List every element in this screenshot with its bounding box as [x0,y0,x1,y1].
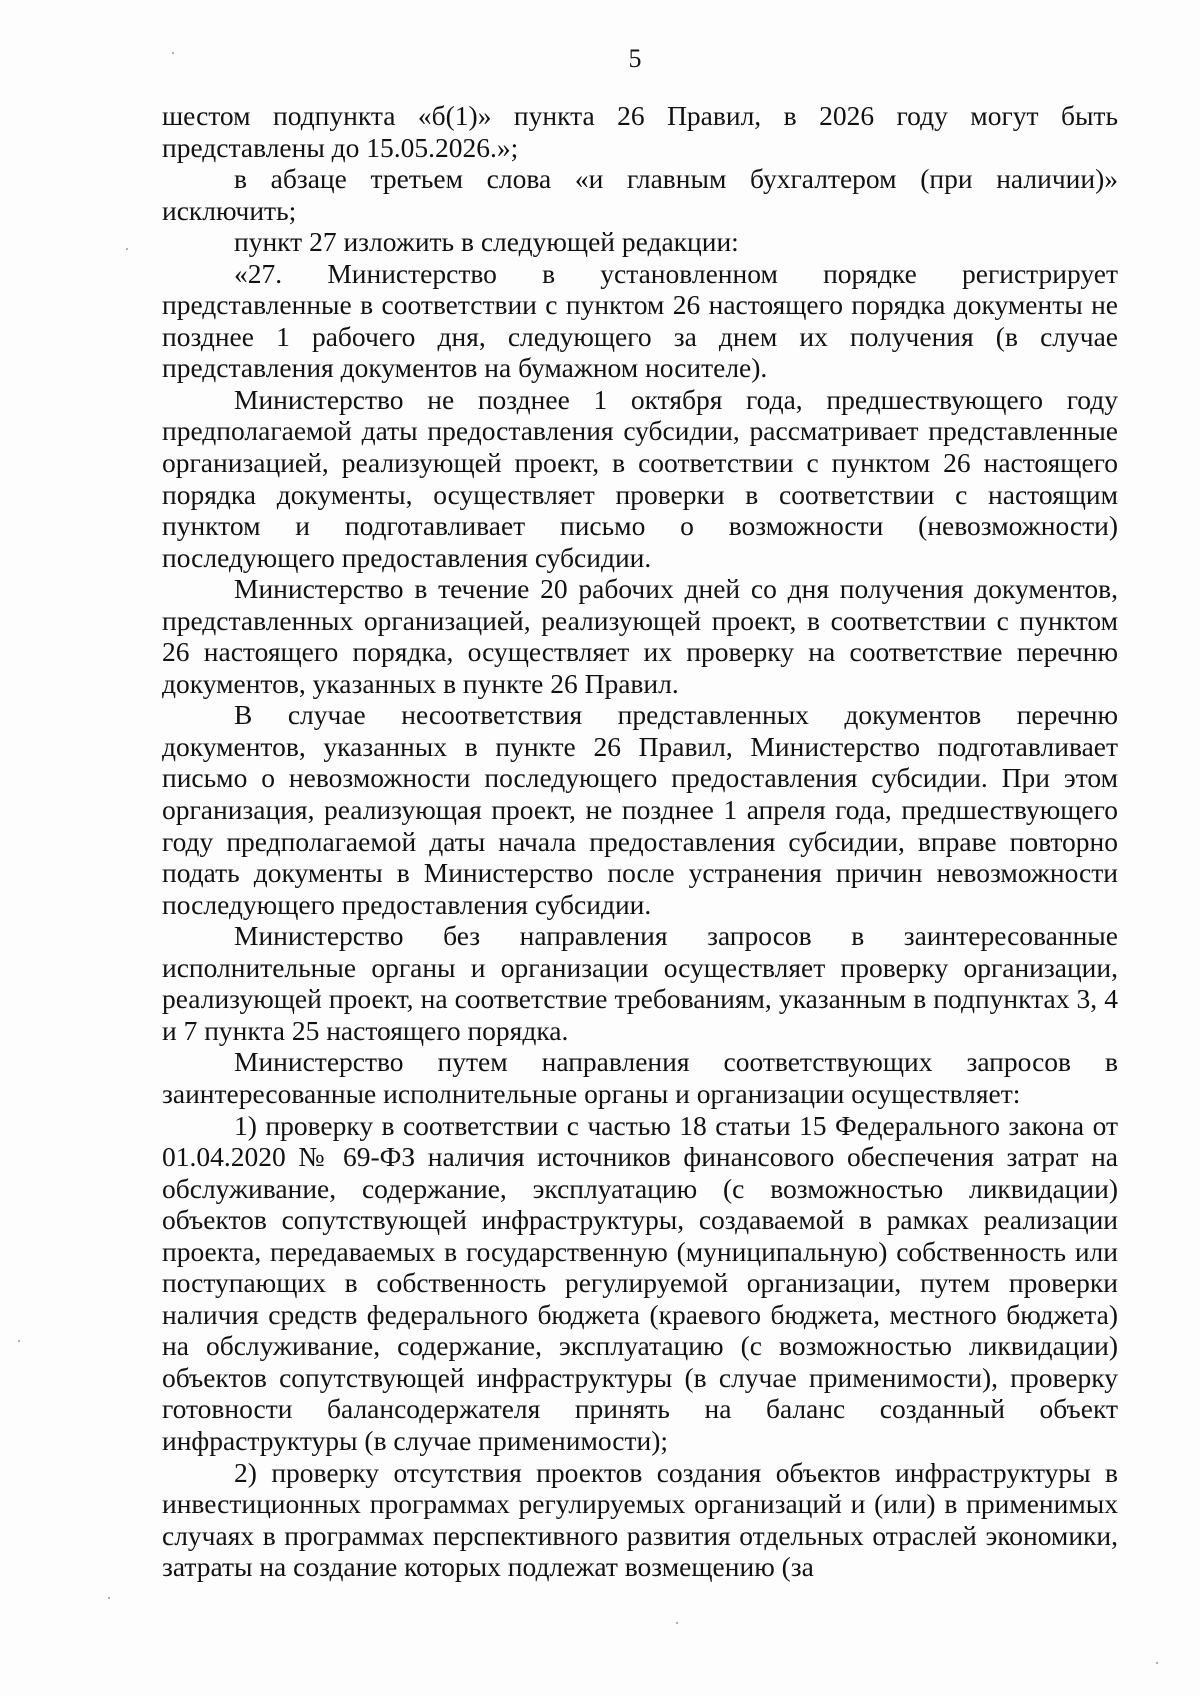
paragraph-requirements-check: Министерство без направления запросов в заинтересованные исполнительные органы и организации осуществляет проверку организации, реализующей проект, на соответствие требованиям, указанным в подпунктах 3, 4 и 7 пункта 25 настоящего порядка. [162,920,1118,1046]
paragraph-continuation: шестом подпункта «б(1)» пункта 26 Правил, в 2026 году могут быть представлены до 15.05.2026.»; [162,100,1118,163]
paragraph-requests: Министерство путем направления соответствующих запросов в заинтересованные исполнительные органы и организации осуществляет: [162,1046,1118,1109]
scan-speck [18,1340,20,1342]
list-item-2: 2) проверку отсутствия проектов создания объектов инфраструктуры в инвестиционных программах регулируемых организаций и (или) в применимых случаях в программах перспективного развития отдельных отраслей экономики, затраты на создание которых подлежат возмещению (за [162,1456,1118,1583]
scan-speck [1156,1662,1158,1664]
paragraph-review-deadline: Министерство не позднее 1 октября года, предшествующего году предполагаемой даты предоставления субсидии, рассматривает представленные организацией, реализующей проект, в соответствии с пунктом 26 настоящего порядка документы, осуществляет проверки в соответствии с настоящим пунктом и подготавливает письмо о возможности (невозможности) последующего предоставления субсидии. [162,383,1118,573]
scan-speck [676,1622,678,1624]
scan-speck [172,52,174,54]
page-number: 5 [628,44,642,73]
paragraph-noncompliance: В случае несоответствия представленных документов перечню документов, указанных в пункте 26 Правил, Министерство подготавливает письмо о невозможности последующего предоставления субсидии. При этом организация, реализующая проект, не позднее 1 апреля года, предшествующего году предполагаемой даты начала предоставления субсидии, вправе повторно подать документы в Министерство после устранения причин невозможности последующего предоставления субсидии. [162,699,1118,920]
list-item-1: 1) проверку в соответствии с частью 18 статьи 15 Федерального закона от 01.04.2020 № 69-ФЗ наличия источников финансового обеспечения затрат на обслуживание, содержание, эксплуатацию (с возможностью ликвидации) объектов сопутствующей инфраструктуры, создаваемой в рамках реализации проекта, передаваемых в государственную (муниципальную) собственность или поступающих в собственность регулируемой организации, путем проверки наличия средств федерального бюджета (краевого бюджета, местного бюджета) на обслуживание, содержание, эксплуатацию (с возможностью ликвидации) объектов сопутствующей инфраструктуры (в случае применимости), проверку готовности балансодержателя принять на баланс созданный объект инфраструктуры (в случае применимости); [162,1109,1118,1456]
paragraph-point-27-registration: «27. Министерство в установленном порядке регистрирует представленные в соответствии с пунктом 26 настоящего порядка документы не позднее 1 рабочего дня, следующего за днем их получения (в случае представления документов на бумажном носителе). [162,257,1118,384]
scan-speck [126,248,128,250]
paragraph-amendment-third-abzac: в абзаце третьем слова «и главным бухгалтером (при наличии)» исключить; [162,163,1118,226]
scan-speck [108,1597,110,1599]
paragraph-amendment-point-27: пункт 27 изложить в следующей редакции: [234,226,739,258]
document-body [162,100,1118,1583]
paragraph-document-check: Министерство в течение 20 рабочих дней со дня получения документов, представленных организацией, реализующей проект, в соответствии с пунктом 26 настоящего порядка, осуществляет их проверку на соответствие перечню документов, указанных в пункте 26 Правил. [162,573,1118,699]
